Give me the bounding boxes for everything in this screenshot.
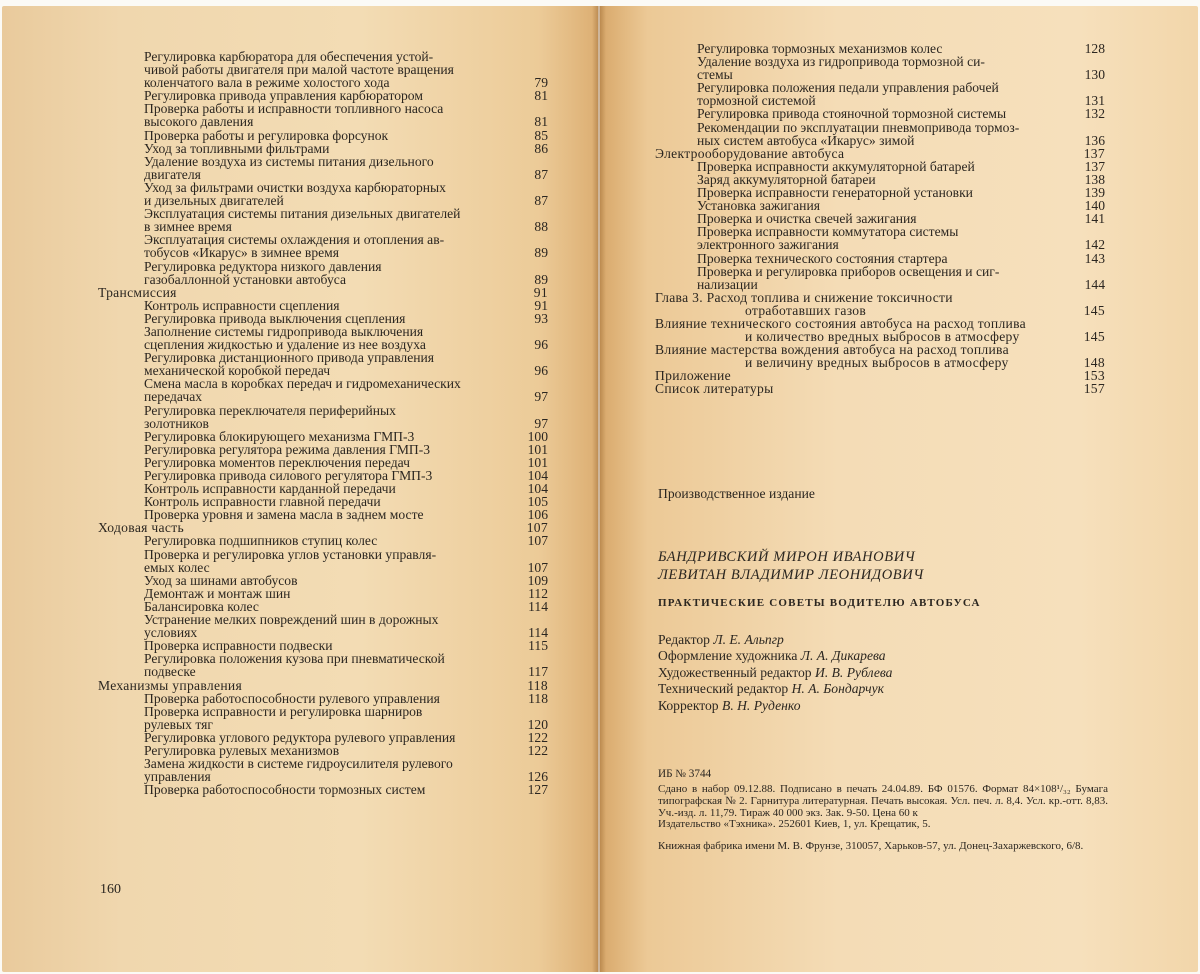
- toc-entry: [98, 260, 548, 286]
- toc-entry-text: нализации: [697, 276, 758, 292]
- toc-entry-text: Проверка работоспособности рулевого управления: [144, 690, 440, 706]
- toc-page-number: 89: [534, 245, 548, 261]
- toc-entry: [98, 443, 548, 456]
- toc-entry-text: Контроль исправности главной передачи: [144, 494, 381, 510]
- toc-entry: [98, 652, 548, 678]
- toc-entry-text: Эксплуатация системы охлаждения и отопления ав-: [144, 232, 445, 248]
- toc-entry-text: чивой работы двигателя при малой частоте вращения: [144, 62, 454, 78]
- toc-entry-text: стемы: [697, 67, 733, 83]
- toc-entry-text: Проверка исправности коммутатора системы: [697, 224, 959, 240]
- toc-entry-text: условиях: [144, 625, 198, 641]
- toc-entry-text: Удаление воздуха из системы питания дизельного: [144, 153, 434, 169]
- toc-entry: [655, 265, 1105, 291]
- toc-entry-text: Проверка исправности генераторной установки: [697, 185, 973, 201]
- toc-entry-text: передачах: [144, 389, 203, 405]
- toc-entry-text: Удаление воздуха из гидропривода тормозной си-: [697, 54, 985, 70]
- toc-page-number: 148: [1083, 355, 1105, 371]
- toc-entry: [655, 252, 1105, 265]
- staff-name: Л. Е. Альпгр: [713, 632, 784, 647]
- toc-page-number: 91: [534, 297, 548, 313]
- toc-entry-text: Регулировка углового редуктора рулевого управления: [144, 729, 456, 745]
- toc-entry: [655, 107, 1105, 120]
- toc-entry-text: ных систем автобуса «Икарус» зимой: [697, 132, 915, 148]
- toc-entry: [98, 783, 548, 796]
- toc-entry-text: Проверка и регулировка углов установки управля-: [144, 546, 437, 562]
- toc-page-number: 96: [534, 337, 548, 353]
- toc-page-number: 114: [528, 598, 548, 614]
- toc-entry: [98, 207, 548, 233]
- toc-page-number: 93: [534, 310, 548, 326]
- toc-entry-text: механической коробкой передач: [144, 363, 331, 379]
- toc-entry-text: емых колес: [144, 559, 210, 575]
- toc-entry: [98, 377, 548, 403]
- author: ЛЕВИТАН ВЛАДИМИР ЛЕОНИДОВИЧ: [658, 567, 924, 583]
- toc-page-number: 86: [534, 140, 548, 156]
- toc-section: [98, 679, 548, 692]
- toc-entry: [655, 225, 1105, 251]
- toc-page-number: 88: [534, 219, 548, 235]
- toc-page-number: 85: [534, 127, 548, 143]
- toc-entry-text: Контроль исправности сцепления: [144, 297, 340, 313]
- toc-entry-text: и величину вредных выбросов в атмосферу: [745, 355, 1009, 371]
- toc-page-number: 105: [527, 494, 548, 510]
- toc-page-number: 115: [528, 638, 548, 654]
- toc-page-number: 139: [1084, 185, 1105, 201]
- toc-page-number: 143: [1084, 250, 1105, 266]
- toc-section: [655, 343, 1105, 369]
- toc-entry-text: Регулировка привода стояночной тормозной системы: [697, 106, 1007, 122]
- toc-page-number: 81: [534, 114, 548, 130]
- toc-page-number: 137: [1083, 145, 1105, 161]
- toc-page-number: 101: [527, 441, 548, 457]
- toc-entry-text: Проверка и регулировка приборов освещения и сиг-: [697, 263, 1000, 279]
- toc-entry: [98, 613, 548, 639]
- toc-entry-text: Регулировка блокирующего механизма ГМП-3: [144, 428, 415, 444]
- toc-page-number: 81: [534, 88, 548, 104]
- toc-section: [655, 382, 1105, 395]
- staff-role: Корректор: [658, 697, 719, 713]
- edition-type: Производственное издание: [658, 486, 815, 501]
- toc-entry-text: Глава 3. Расход топлива и снижение токсичности: [655, 289, 953, 305]
- toc-page-number: 89: [534, 271, 548, 287]
- toc-page-number: 145: [1083, 329, 1105, 345]
- toc-page-number: 144: [1084, 276, 1105, 292]
- toc-entry: [98, 142, 548, 155]
- toc-page-number: 97: [534, 415, 548, 431]
- toc-entry-text: Регулировка карбюратора для обеспечения устой-: [144, 49, 434, 64]
- toc-section: [98, 286, 548, 299]
- toc-entry-text: управления: [144, 769, 211, 785]
- toc-entry: [98, 233, 548, 259]
- toc-entry: [655, 160, 1105, 173]
- toc-entry-text: Список литературы: [655, 381, 774, 397]
- toc-entry: [98, 587, 548, 600]
- toc-page-number: 127: [527, 782, 548, 798]
- toc-entry-text: Установка зажигания: [697, 198, 820, 214]
- toc-entry-text: электронного зажигания: [697, 237, 839, 253]
- toc-entry-text: отработавших газов: [745, 302, 867, 318]
- toc-entry-text: Электрооборудование автобуса: [655, 145, 845, 161]
- toc-entry-text: Заряд аккумуляторной батареи: [697, 171, 876, 187]
- toc-entry-text: подвеске: [144, 664, 196, 680]
- toc-entry-text: Проверка работоспособности тормозных систем: [144, 782, 426, 798]
- toc-entry-text: Уход за фильтрами очистки воздуха карбюраторных: [144, 179, 446, 195]
- toc-entry: [98, 574, 548, 587]
- staff-name: Л. А. Дикарева: [800, 648, 886, 664]
- toc-left: [98, 50, 548, 796]
- staff-line: [658, 681, 1108, 697]
- toc-entry: [98, 181, 548, 207]
- toc-page-number: 131: [1084, 93, 1105, 109]
- toc-page-number: 79: [534, 75, 548, 91]
- toc-page-number: 118: [528, 690, 548, 706]
- toc-page-number: 104: [527, 481, 548, 497]
- toc-entry-text: Механизмы управления: [98, 677, 243, 693]
- toc-entry: [98, 705, 548, 731]
- toc-page-number: 106: [527, 507, 548, 523]
- toc-entry-text: Влияние технического состояния автобуса на расход топлива: [655, 315, 1026, 331]
- toc-entry-text: Регулировка рулевых механизмов: [144, 742, 340, 758]
- staff-name: И. В. Рублева: [815, 664, 893, 680]
- toc-section: [655, 147, 1105, 160]
- toc-page-number: 100: [527, 428, 548, 444]
- staff-line: [658, 632, 1108, 648]
- toc-entry-text: Приложение: [655, 368, 731, 384]
- toc-entry-text: Демонтаж и монтаж шин: [144, 585, 291, 601]
- toc-entry-text: Регулировка привода управления карбюратором: [144, 88, 423, 104]
- toc-entry: [98, 757, 548, 783]
- toc-entry-text: Проверка уровня и замена масла в заднем мосте: [144, 507, 424, 523]
- toc-page-number: 91: [533, 284, 548, 300]
- staff-role: Технический редактор: [658, 681, 789, 697]
- toc-page-number: 117: [528, 664, 548, 680]
- toc-right: [655, 42, 1105, 396]
- print-info: Сдано в набор 09.12.88. Подписано в печать 24.04.89. БФ 01576. Формат 84×108¹/₃₂ Бумага типографская № 2. Гарнитура литературная. Печать высокая. Усл. печ. л. 8,4. Усл. кр.-отт. 8,83. Уч.-изд. л. 11,79. Тираж 40 000 экз. Зак. 9-50. Цена 60 к: [658, 783, 1108, 820]
- toc-page-number: 87: [534, 166, 548, 182]
- toc-entry-text: Замена жидкости в системе гидроусилителя рулевого: [144, 756, 453, 772]
- toc-entry: [98, 404, 548, 430]
- toc-page-number: 122: [527, 729, 548, 745]
- toc-page-number: 128: [1084, 41, 1105, 56]
- toc-entry: [98, 548, 548, 574]
- toc-entry-text: Влияние мастерства вождения автобуса на расход топлива: [655, 342, 1009, 358]
- toc-entry: [98, 430, 548, 443]
- toc-entry-text: двигателя: [144, 166, 201, 182]
- toc-entry-text: Регулировка дистанционного привода управления: [144, 350, 435, 366]
- toc-entry-text: Проверка технического состояния стартера: [697, 250, 948, 266]
- toc-entry-text: Регулировка моментов переключения передач: [144, 454, 410, 470]
- book-title: ПРАКТИЧЕСКИЕ СОВЕТЫ ВОДИТЕЛЮ АВТОБУСА: [658, 597, 981, 609]
- toc-entry-text: газобаллонной установки автобуса: [144, 271, 346, 287]
- toc-page-number: 145: [1083, 302, 1105, 318]
- toc-entry-text: высокого давления: [144, 114, 254, 130]
- toc-entry-text: Регулировка редуктора низкого давления: [144, 258, 382, 274]
- toc-page-number: 107: [527, 533, 548, 549]
- toc-entry: [98, 50, 548, 89]
- ib-number: ИБ № 3744: [658, 768, 712, 780]
- staff-role: Оформление художника: [658, 648, 798, 664]
- toc-entry-text: Контроль исправности карданной передачи: [144, 481, 396, 497]
- toc-page-number: 140: [1084, 198, 1105, 214]
- toc-page-number: 101: [527, 454, 548, 470]
- toc-page-number: 96: [534, 363, 548, 379]
- staff-line: [658, 698, 1108, 714]
- authors: [658, 548, 1108, 584]
- toc-entry-text: Регулировка подшипников ступиц колес: [144, 533, 378, 549]
- toc-entry: [98, 731, 548, 744]
- toc-entry-text: тормозной системой: [697, 93, 816, 109]
- toc-section: [655, 317, 1105, 343]
- staff-line: [658, 648, 1108, 664]
- toc-page-number: 126: [527, 769, 548, 785]
- toc-entry-text: Трансмиссия: [98, 284, 177, 300]
- toc-page-number: 137: [1084, 158, 1105, 174]
- toc-page-number: 112: [528, 585, 548, 601]
- toc-entry-text: Регулировка привода силового регулятора ГМП-3: [144, 468, 433, 483]
- toc-entry-text: Смена масла в коробках передач и гидромеханических: [144, 376, 461, 392]
- toc-entry: [98, 299, 548, 312]
- toc-page-number: 104: [527, 468, 548, 483]
- toc-entry-text: Проверка исправности аккумуляторной батарей: [697, 158, 975, 174]
- toc-page-number: 141: [1084, 211, 1105, 227]
- staff-role: Художественный редактор: [658, 664, 812, 680]
- printer: Книжная фабрика имени М. В. Фрунзе, 310057, Харьков-57, ул. Донец-Захаржевского, 6/8.: [658, 840, 1084, 852]
- toc-entry: [98, 351, 548, 377]
- toc-section: [655, 291, 1105, 317]
- toc-entry: [98, 325, 548, 351]
- toc-page-number: 107: [527, 559, 548, 575]
- toc-entry-text: Регулировка регулятора режима давления ГМП-3: [144, 441, 431, 457]
- toc-entry-text: Проверка и очистка свечей зажигания: [697, 211, 917, 227]
- staff-name: В. Н. Руденко: [722, 697, 801, 713]
- toc-entry-text: Проверка работы и исправности топливного насоса: [144, 101, 444, 117]
- staff-line: [658, 665, 1108, 681]
- book-spine: [592, 6, 606, 972]
- toc-page-number: 157: [1083, 381, 1105, 397]
- toc-page-number: 109: [527, 572, 548, 588]
- toc-entry-text: Проверка исправности и регулировка шарниров: [144, 703, 423, 719]
- toc-page-number: 153: [1083, 368, 1105, 384]
- toc-entry: [98, 102, 548, 128]
- toc-entry-text: тобусов «Икарус» в зимнее время: [144, 245, 339, 261]
- toc-page-number: 107: [526, 520, 548, 536]
- toc-entry-text: коленчатого вала в режиме холостого хода: [144, 75, 390, 91]
- toc-entry-text: и дизельных двигателей: [144, 193, 284, 209]
- toc-entry: [98, 129, 548, 142]
- toc-page-number: 114: [528, 625, 548, 641]
- toc-entry: [98, 534, 548, 547]
- toc-page-number: 118: [527, 677, 548, 693]
- toc-page-number: 97: [534, 389, 548, 405]
- toc-page-number: 122: [527, 742, 548, 758]
- toc-entry: [98, 692, 548, 705]
- toc-entry-text: Регулировка тормозных механизмов колес: [697, 41, 943, 56]
- staff-list: [658, 632, 1108, 714]
- toc-entry-text: Регулировка положения кузова при пневматической: [144, 651, 445, 667]
- toc-entry-text: Эксплуатация системы питания дизельных двигателей: [144, 206, 461, 222]
- toc-entry-text: сцепления жидкостью и удаление из нее воздуха: [144, 337, 426, 353]
- toc-page-number: 142: [1084, 237, 1105, 253]
- toc-entry-text: Регулировка переключателя периферийных: [144, 402, 396, 418]
- toc-entry: [655, 55, 1105, 81]
- toc-page-number: 120: [527, 716, 548, 732]
- author: БАНДРИВСКИЙ МИРОН ИВАНОВИЧ: [658, 549, 916, 565]
- toc-page-number: 138: [1084, 171, 1105, 187]
- toc-entry-text: Регулировка привода выключения сцепления: [144, 310, 406, 326]
- toc-entry-text: в зимнее время: [144, 219, 232, 235]
- toc-entry: [98, 155, 548, 181]
- toc-entry-text: золотников: [144, 415, 209, 431]
- toc-page-number: 136: [1084, 132, 1105, 148]
- staff-name: Н. А. Бондарчук: [791, 681, 885, 697]
- toc-entry-text: Проверка работы и регулировка форсунок: [144, 127, 389, 143]
- staff-role: Редактор: [658, 632, 710, 647]
- toc-entry-text: и количество вредных выбросов в атмосферу: [745, 329, 1020, 345]
- toc-page-number: 87: [534, 193, 548, 209]
- toc-page-number: 132: [1084, 106, 1105, 122]
- toc-entry-text: Проверка исправности подвески: [144, 638, 333, 654]
- toc-page-number: 130: [1084, 67, 1105, 83]
- toc-entry-text: Заполнение системы гидропривода выключения: [144, 323, 424, 339]
- toc-entry-text: рулевых тяг: [144, 716, 213, 732]
- toc-entry-text: Уход за топливными фильтрами: [144, 140, 330, 156]
- publisher: Издательство «Тэхника». 252601 Киев, 1, ул. Крещатик, 5.: [658, 818, 931, 830]
- toc-entry-text: Балансировка колес: [144, 598, 259, 614]
- toc-entry-text: Устранение мелких повреждений шин в дорожных: [144, 612, 439, 628]
- toc-entry-text: Регулировка положения педали управления рабочей: [697, 80, 999, 96]
- page-number: 160: [100, 882, 121, 897]
- toc-entry: [655, 121, 1105, 147]
- toc-entry-text: Рекомендации по эксплуатации пневмопривода тормоз-: [697, 119, 1020, 135]
- toc-entry: [655, 81, 1105, 107]
- toc-entry-text: Уход за шинами автобусов: [144, 572, 298, 588]
- toc-entry-text: Ходовая часть: [98, 520, 184, 536]
- toc-entry: [98, 312, 548, 325]
